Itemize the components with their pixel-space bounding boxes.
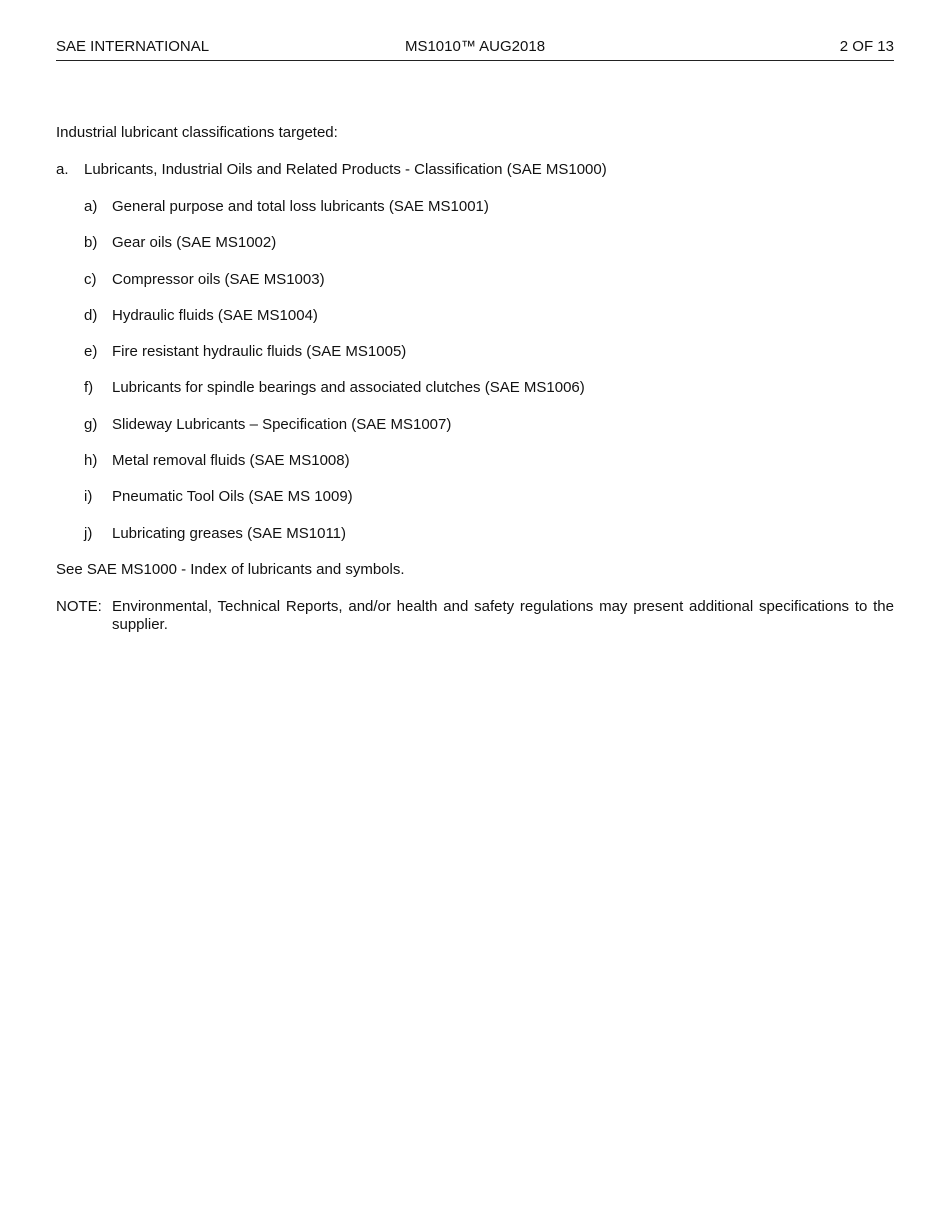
list-item bbox=[84, 379, 894, 397]
list-item bbox=[84, 307, 894, 325]
list-item-text: Pneumatic Tool Oils (SAE MS 1009) bbox=[112, 488, 353, 506]
see-also-text: See SAE MS1000 - Index of lubricants and symbols. bbox=[56, 560, 405, 578]
list-item-label: h) bbox=[84, 452, 98, 470]
list-item bbox=[84, 271, 894, 289]
list-item-label: d) bbox=[84, 306, 98, 324]
list-item-label: i) bbox=[84, 488, 93, 506]
list-item-text: General purpose and total loss lubricants (SAE MS1001) bbox=[112, 198, 489, 215]
list-item-text: Lubricants for spindle bearings and associated clutches (SAE MS1006) bbox=[112, 379, 585, 397]
list-item-label: j) bbox=[84, 524, 93, 542]
list-item-label: g) bbox=[84, 415, 98, 433]
main-item-text: Lubricants, Industrial Oils and Related Products - Classification (SAE MS1000) bbox=[84, 161, 607, 178]
list-item-text: Compressor oils (SAE MS1003) bbox=[112, 270, 325, 288]
intro-text: Industrial lubricant classifications targeted: bbox=[56, 124, 338, 141]
list-item-label: f) bbox=[84, 379, 94, 397]
list-item-label: c) bbox=[84, 270, 97, 288]
page-content bbox=[56, 124, 894, 634]
main-item-label: a. bbox=[56, 161, 69, 178]
list-item-text: Lubricating greases (SAE MS1011) bbox=[112, 524, 347, 542]
list-item-text: Hydraulic fluids (SAE MS1004) bbox=[112, 306, 318, 324]
header-page-number: 2 OF 13 bbox=[839, 38, 894, 55]
list-item-text: Metal removal fluids (SAE MS1008) bbox=[112, 452, 350, 470]
list-item bbox=[84, 198, 894, 216]
list-item-label: b) bbox=[84, 234, 98, 252]
list-item-text: Slideway Lubricants – Specification (SAE MS1007) bbox=[112, 415, 452, 433]
note-block bbox=[56, 598, 894, 634]
header-document-id: MS1010™ AUG2018 bbox=[404, 38, 546, 55]
list-item bbox=[84, 525, 894, 543]
main-list-item bbox=[56, 161, 894, 179]
list-item bbox=[84, 488, 894, 506]
list-item bbox=[84, 452, 894, 470]
list-item bbox=[84, 416, 894, 434]
page-header bbox=[56, 38, 894, 61]
list-item-text: Fire resistant hydraulic fluids (SAE MS1005) bbox=[112, 343, 407, 361]
list-item-label: a) bbox=[84, 198, 98, 215]
classification-sublist bbox=[56, 198, 894, 543]
note-text: Environmental, Technical Reports, and/or health and safety regulations may present additional specifications to the supplier. bbox=[112, 597, 894, 633]
list-item bbox=[84, 343, 894, 361]
list-item-label: e) bbox=[84, 343, 98, 361]
header-organization: SAE INTERNATIONAL bbox=[56, 38, 210, 55]
list-item bbox=[84, 234, 894, 252]
note-label: NOTE: bbox=[56, 597, 102, 615]
list-item-text: Gear oils (SAE MS1002) bbox=[112, 234, 277, 252]
